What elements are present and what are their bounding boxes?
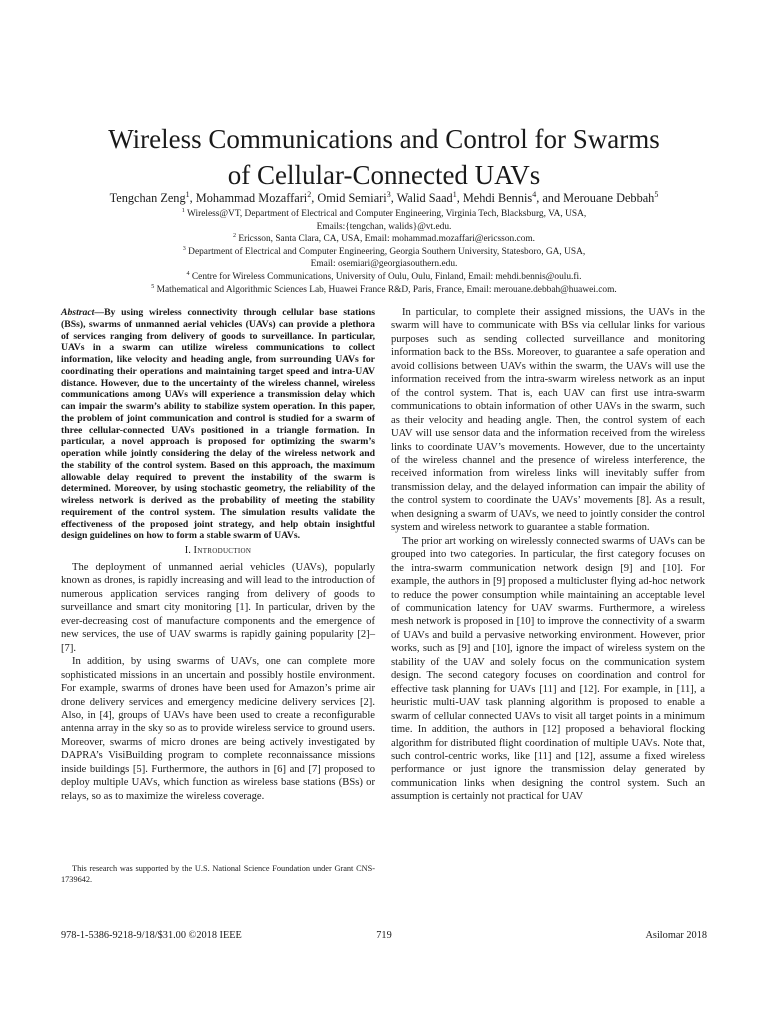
author-affil-mark: 5 <box>654 189 659 199</box>
affil-line: Department of Electrical and Computer Engineering, Georgia Southern University, Statesboro, GA, USA, <box>188 246 586 257</box>
title-line-2: of Cellular-Connected UAVs <box>227 160 541 190</box>
footnote: This research was supported by the U.S. National Science Foundation under Grant CNS-1739642. <box>61 864 375 884</box>
author-affil-mark: 3 <box>386 189 391 199</box>
abstract <box>61 307 375 542</box>
author-affil-mark: 1 <box>452 189 457 199</box>
affiliation-5 <box>40 284 728 297</box>
affil-mark: 5 <box>151 283 155 290</box>
body-paragraph: In particular, to complete their assigned missions, the UAVs in the swarm will have to communicate with BSs via cellular links for various purposes such as sending collected surveillance and monitoring information back to the BSs. Moreover, to guarantee a safe operation and avoid collisions between UAVs within the swarm, the UAVs will use the information received from the intra-swarm wireless network as an input of the control system. That is, each UAV can first use intra-swarm communications to obtain information of other UAVs in the swarm, such as their velocity and heading angle. Then, the control system of each UAV will use sensor data and the information received from the wireless links to coordinate UAV’s movements. However, due to the uncertainty of the wireless channel and the presence of wireless interference, the received information from wireless links will inevitably suffer from transmission delay, and the delayed information can impair the ability of the control system to coordinate the UAVs’ movements [8]. As a result, when designing a swarm of UAVs, we need to jointly consider the control system and wireless network to guarantee a stable formation. <box>391 307 705 534</box>
page-number: 719 <box>376 930 392 941</box>
section-title: Introduction <box>193 545 252 556</box>
affil-mark: 3 <box>182 245 186 252</box>
affiliations <box>40 208 728 296</box>
title-line-1: Wireless Communications and Control for Swarms <box>108 124 660 154</box>
affil-mark: 1 <box>181 207 185 214</box>
affiliation-4 <box>40 271 728 284</box>
footer-isbn: 978-1-5386-9218-9/18/$31.00 ©2018 IEEE <box>61 930 242 941</box>
author-separator: , <box>390 191 397 205</box>
author-separator: , <box>456 191 463 205</box>
abstract-text: —By using wireless connectivity through cellular base stations (BSs), swarms of unmanned aerial vehicles (UAVs) can provide a plethora of services ranging from delivery of goods to surveillance. In particular, UAVs in a swarm can utilize wireless communications to collect information, like velocity and heading angle, from surrounding UAVs for coordinating their operations and maintaining target speed and intra-UAV distance. However, due to the uncertainty of the wireless channel, wireless communications among UAVs will experience a transmission delay which can impair the swarm’s ability to stabilize system operation. In this paper, the problem of joint communication and control is studied for a swarm of three cellular-connected UAVs positioned in a triangle formation. In particular, a novel approach is proposed for optimizing the swarm’s operation while jointly considering the delay of the wireless network and the stability of the control system. Based on this approach, the maximum allowable delay required to prevent the instability of the swarm is determined. Moreover, by using stochastic geometry, the reliability of the wireless network is derived as the probability of meeting the stability requirement of the control system. The simulation results validate the effectiveness of the proposed joint strategy, and help obtain insightful design guidelines on how to form a stable swarm of UAVs. <box>61 307 375 542</box>
author-affil-mark: 2 <box>307 189 312 199</box>
paper-title <box>40 121 728 193</box>
affil-line: Mathematical and Algorithmic Sciences Lab, Huawei France R&D, Paris, France, Email: merouane.debbah@huawei.com. <box>156 284 617 295</box>
left-column <box>61 307 375 803</box>
section-heading <box>61 544 375 557</box>
affiliation-2 <box>40 233 728 246</box>
affiliation-3-email <box>40 258 728 271</box>
section-number: I. <box>184 545 194 556</box>
right-column <box>391 306 705 804</box>
affiliation-1-email <box>40 221 728 234</box>
affil-mark: 4 <box>186 270 190 277</box>
affil-line: Email: osemiari@georgiasouthern.edu. <box>310 259 458 270</box>
author-separator: , <box>311 191 318 205</box>
affil-line: Wireless@VT, Department of Electrical and Computer Engineering, Virginia Tech, Blacksburg, VA, USA, <box>187 209 587 219</box>
author-name: Mehdi Bennis <box>462 191 533 205</box>
affil-line: Emails:{tengchan, walids}@vt.edu. <box>316 221 452 232</box>
author-affil-mark: 1 <box>185 189 190 199</box>
author-list <box>40 190 728 207</box>
author-name: Tengchan Zeng <box>109 191 186 205</box>
author-name: Merouane Debbah <box>563 191 655 205</box>
footer-conference: Asilomar 2018 <box>645 930 707 941</box>
author-name: Walid Saad <box>396 191 453 205</box>
affiliation-3 <box>40 246 728 259</box>
body-paragraph: In addition, by using swarms of UAVs, one can complete more sophisticated missions in an uncertain and possibly hostile environment. For example, swarms of drones have been used for Amazon’s prime air drone delivery services and emergency medicine delivery services [2]. Also, in [4], groups of UAVs have been used to create a reconfigurable antenna array in the sky so as to provide wireless service to ground users. Moreover, swarms of micro drones are being actively investigated by DAPRA’s VisiBuilding program to complete reconnaissance missions inside buildings [5]. Furthermore, the authors in [6] and [7] proposed to deploy multiple UAVs, which function as wireless base stations (BSs) or relays, so as to maximize the wireless coverage. <box>61 656 375 802</box>
author-name: Omid Semiari <box>317 191 387 205</box>
author-separator: , <box>189 191 196 205</box>
author-name: Mohammad Mozaffari <box>195 191 308 205</box>
affil-line: Centre for Wireless Communications, University of Oulu, Oulu, Finland, Email: mehdi.bennis@oulu.fi. <box>191 271 582 282</box>
author-affil-mark: 4 <box>532 189 537 199</box>
affil-mark: 2 <box>232 233 236 240</box>
abstract-label: Abstract <box>61 307 95 318</box>
affiliation-1 <box>40 208 728 221</box>
affil-line: Ericsson, Santa Clara, CA, USA, Email: mohammad.mozaffari@ericsson.com. <box>238 234 536 245</box>
author-separator: , and <box>536 191 564 205</box>
body-paragraph: The deployment of unmanned aerial vehicles (UAVs), popularly known as drones, is rapidly increasing and will lead to the introduction of numerous application services ranging from delivery of goods to surveillance and smart city monitoring [1]. In particular, driven by the ever-decreasing cost of manufacture components and the emergence of new services, the use of UAV swarms is rapidly gaining popularity [2]–[7]. <box>61 562 375 654</box>
body-paragraph: The prior art working on wirelessly connected swarms of UAVs can be grouped into two categories. In particular, the first category focuses on the intra-swarm communication network design [9] and [10]. For example, the authors in [9] proposed a multicluster flying ad-hoc network to reduce the power consumption while maintaining an acceptable level of communication latency for UAV swarms. Furthermore, a wireless mesh network is proposed in [10] to improve the connectivity of a swarm of UAVs and build a pervasive networking environment. However, prior works, such as [9] and [10], ignore the impact of wireless system on the stability of the UAV and solely focus on the communication system design. The second category focuses on coordination and control for effective task planning for UAVs [11] and [12]. For example, in [11], a heuristic multi-UAV task planning algorithm is proposed to enable a swarm of cellular connected UAVs to visit all target points in a minimum time. In addition, the authors in [12] proposed a behavioral flocking algorithm for distributed flight coordination of multiple UAVs. Note that, such control-centric works, like [11] and [12], assume a fixed wireless performance or just ignore the transmission delay generated by communication links when designing the control system. Such an assumption is certainly not practical for UAV <box>391 535 705 803</box>
